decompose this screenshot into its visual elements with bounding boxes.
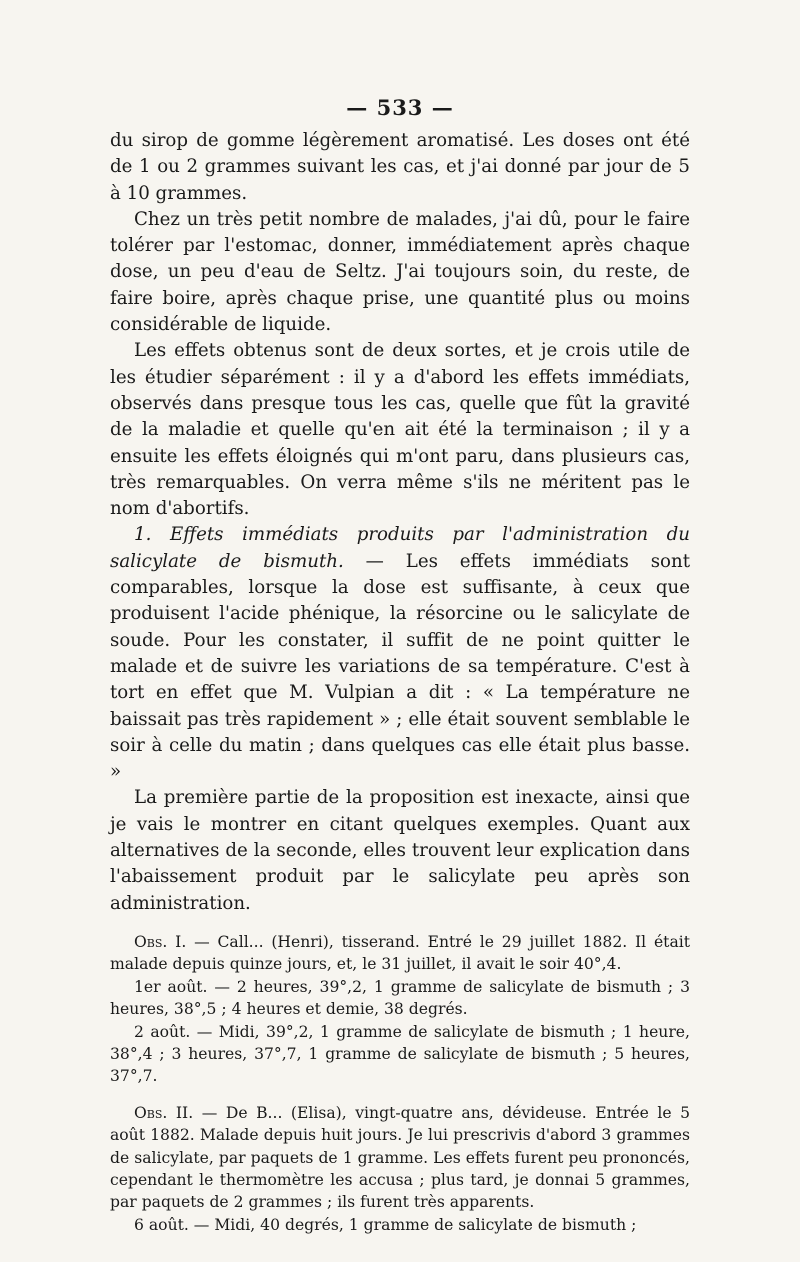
section-heading: 1. Effets immédiats produits par l'administration du salicylate de bismuth.	[110, 524, 690, 572]
paragraph-3: Les effets obtenus sont de deux sortes, et je crois utile de les étudier séparément : il y a d'abord les effets immédiats, observés dans presque tous les cas, quelle que fût la gravité de la maladie et quelle qu'en ait été la terminaison ; il y a ensuite les effets éloignés qui m'ont paru, dans plusieurs cas, très remarquables. On verra même s'ils ne méritent pas le nom d'abortifs.	[110, 340, 690, 520]
observation-2-label: Obs. II.	[134, 1103, 194, 1122]
observation-1-label: Obs. I.	[134, 932, 187, 951]
observation-1-text: — Call... (Henri), tisserand. Entré le 29 juillet 1882. Il était malade depuis quinze jours, et, le 31 juillet, il avait le soir 40°,4.	[110, 932, 690, 974]
observation-1	[110, 931, 690, 976]
paragraph-1: du sirop de gomme légèrement aromatisé. Les doses ont été de 1 ou 2 grammes suivant les cas, et j'ai donné par jour de 5 à 10 grammes.	[110, 130, 690, 204]
section-text: — Les effets immédiats sont comparables, lorsque la dose est suffisante, à ceux que produisent l'acide phénique, la résorcine ou le salicylate de soude. Pour les constater, il suffit de ne point quitter le malade et de suivre les variations de sa température. C'est à tort en effet que M. Vulpian a dit : « La température ne baissait pas très rapidement » ; elle était souvent semblable le soir à celle du matin ; dans quelques cas elle était plus basse. »	[110, 550, 691, 783]
paragraph-2: Chez un très petit nombre de malades, j'ai dû, pour le faire tolérer par l'estomac, donner, immédiatement après chaque dose, un peu d'eau de Seltz. J'ai toujours soin, du reste, de faire boire, après chaque prise, une quantité plus ou moins considérable de liquide.	[110, 208, 690, 336]
section-paragraph	[110, 522, 690, 785]
page-number: — 533 —	[346, 95, 454, 120]
observation-2-text: — De B... (Elisa), vingt-quatre ans, dévideuse. Entrée le 5 août 1882. Malade depuis huit jours. Je lui prescrivis d'abord 3 grammes de salicylate, par paquets de 1 gramme. Les effets furent peu prononcés, cependant le thermomètre les accusa ; plus tard, je donnai 5 grammes, par paquets de 2 grammes ; ils furent très apparents.	[110, 1103, 691, 1212]
observation-1-line-1: 1er août. — 2 heures, 39°,2, 1 gramme de salicylate de bismuth ; 3 heures, 38°,5 ; 4 heures et demie, 38 degrés.	[110, 977, 690, 1019]
section-paragraph-2: La première partie de la proposition est inexacte, ainsi que je vais le montrer en citant quelques exemples. Quant aux alternatives de la seconde, elles trouvent leur explication dans l'abaissement produit par le salicylate peu après son administration.	[110, 787, 690, 914]
document-page	[110, 95, 690, 1236]
observation-1-line-2: 2 août. — Midi, 39°,2, 1 gramme de salicylate de bismuth ; 1 heure, 38°,4 ; 3 heures, 37°,7, 1 gramme de salicylate de bismuth ; 5 heures, 37°,7.	[110, 1022, 690, 1086]
observation-2	[110, 1102, 690, 1214]
observation-2-line-1: 6 août. — Midi, 40 degrés, 1 gramme de salicylate de bismuth ;	[134, 1215, 637, 1234]
